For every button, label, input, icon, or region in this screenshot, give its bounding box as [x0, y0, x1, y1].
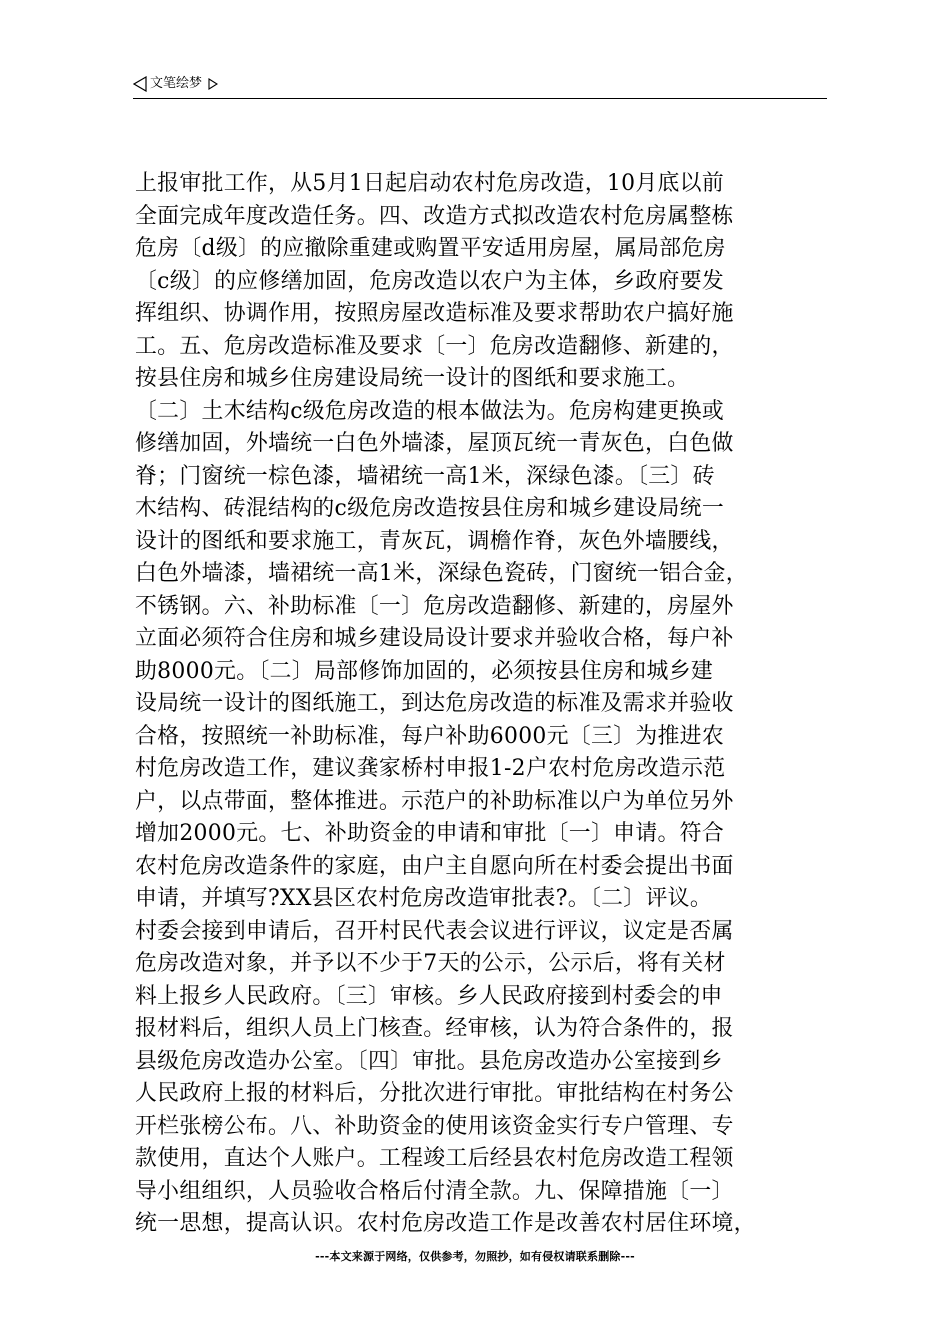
body-line: 人民政府上报的材料后，分批次进行审批。审批结构在村务公 [135, 1081, 734, 1106]
footer-disclaimer: ---本文来源于网络，仅供参考，勿照抄，如有侵权请联系删除--- [315, 1250, 635, 1263]
body-line: 修缮加固，外墙统一白色外墙漆，屋顶瓦统一青灰色，白色做 [135, 431, 734, 456]
brand-name: 文笔绘梦 [150, 76, 203, 91]
body-line: 立面必须符合住房和城乡建设局设计要求并验收合格，每户补 [135, 626, 734, 651]
body-line: 开栏张榜公布。八、补助资金的使用该资金实行专户管理、专 [135, 1113, 734, 1139]
page-header [133, 72, 827, 99]
body-line: 白色外墙漆，墙裙统一高1米，深绿色瓷砖，门窗统一铝合金， [135, 561, 748, 586]
body-line: 农村危房改造条件的家庭，由户主自愿向所在村委会提出书面 [135, 853, 734, 879]
document-body [135, 168, 835, 1241]
body-line: 增加2000元。七、补助资金的申请和审批〔一〕申请。符合 [135, 821, 725, 846]
body-line: 〔二〕土木结构c级危房改造的根本做法为。危房构建更换或 [135, 398, 725, 424]
body-line: 导小组组织，人员验收合格后付清全款。九、保障措施〔一〕 [135, 1178, 734, 1204]
body-line: 户，以点带面，整体推进。示范户的补助标准以户为单位另外 [135, 788, 734, 814]
body-line: 县级危房改造办公室。〔四〕审批。县危房改造办公室接到乡 [135, 1048, 723, 1074]
body-line: 申请，并填写?XX县区农村危房改造审批表?。〔二〕评议。 [135, 886, 713, 911]
body-line: 设计的图纸和要求施工，青灰瓦，调檐作脊，灰色外墙腰线， [135, 528, 734, 554]
body-line: 〔c级〕的应修缮加固，危房改造以农户为主体，乡政府要发 [135, 268, 725, 294]
body-line: 设局统一设计的图纸施工，到达危房改造的标准及需求并验收 [135, 691, 734, 716]
triangle-left-icon [133, 76, 147, 92]
body-line: 脊；门窗统一棕色漆，墙裙统一高1米，深绿色漆。〔三〕砖 [135, 463, 715, 489]
body-line: 不锈钢。六、补助标准〔一〕危房改造翻修、新建的，房屋外 [135, 593, 734, 619]
body-line: 工。五、危房改造标准及要求〔一〕危房改造翻修、新建的， [135, 333, 734, 359]
body-line: 料上报乡人民政府。〔三〕审核。乡人民政府接到村委会的申 [135, 983, 723, 1009]
body-line: 危房〔d级〕的应撤除重建或购置平安适用房屋，属局部危房 [135, 236, 726, 261]
body-line: 危房改造对象，并予以不少于7天的公示，公示后，将有关材 [135, 951, 726, 976]
body-line: 全面完成年度改造任务。四、改造方式拟改造农村危房属整栋 [135, 203, 734, 229]
body-line: 合格，按照统一补助标准，每户补助6000元〔三〕为推进农 [135, 723, 725, 749]
header-brand [133, 75, 218, 94]
body-line: 木结构、砖混结构的c级危房改造按县住房和城乡建设局统一 [135, 496, 725, 521]
body-line: 助8000元。〔二〕局部修饰加固的，必须按县住房和城乡建 [135, 658, 714, 684]
body-line: 挥组织、协调作用，按照房屋改造标准及要求帮助农户搞好施 [135, 301, 734, 326]
triangle-right-icon [208, 78, 218, 90]
body-line: 上报审批工作，从5月1日起启动农村危房改造，10月底以前 [135, 171, 725, 196]
body-line: 报材料后，组织人员上门核查。经审核，认为符合条件的，报 [135, 1016, 734, 1041]
body-line: 按县住房和城乡住房建设局统一设计的图纸和要求施工。 [135, 366, 690, 391]
body-line: 村危房改造工作，建议龚家桥村申报1-2户农村危房改造示范 [135, 756, 726, 781]
body-line: 统一思想，提高认识。农村危房改造工作是改善农村居住环境， [135, 1211, 756, 1236]
body-line: 款使用，直达个人账户。工程竣工后经县农村危房改造工程领 [135, 1146, 734, 1171]
body-line: 村委会接到申请后，召开村民代表会议进行评议，议定是否属 [135, 918, 734, 944]
